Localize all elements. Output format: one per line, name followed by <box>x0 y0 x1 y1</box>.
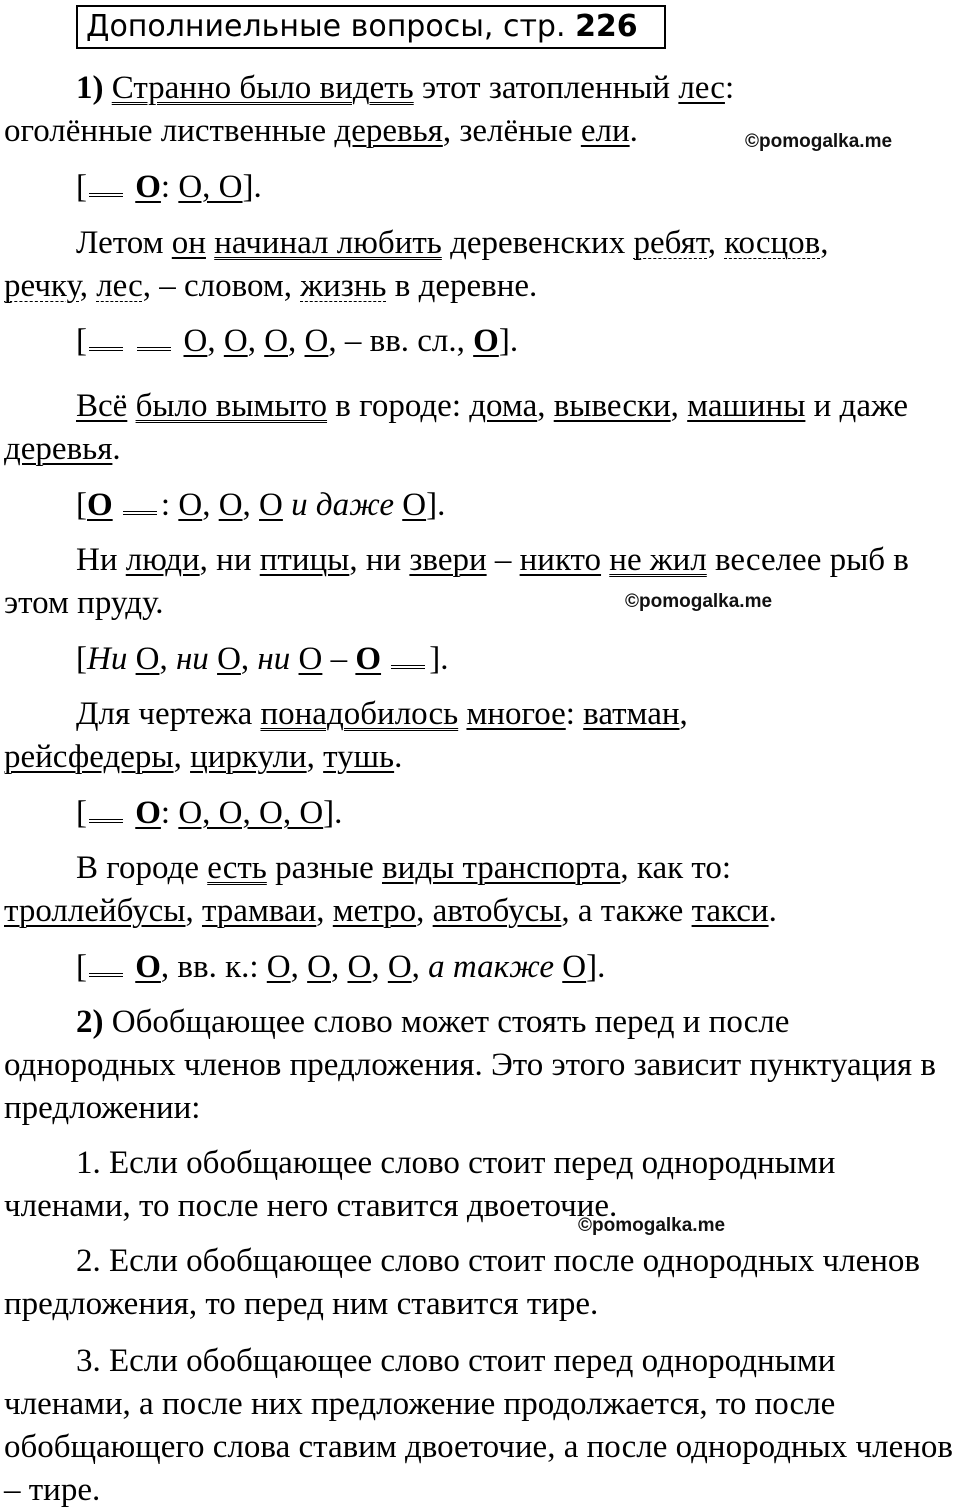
homogeneous-member: такси <box>691 893 769 929</box>
text: , вв. к.: <box>160 949 267 985</box>
predicate: Странно было видеть <box>111 70 414 106</box>
homogeneous-member: рейсфедеры <box>4 739 174 775</box>
predicate-mark <box>137 324 171 351</box>
generalizing-word: жизнь <box>300 268 387 304</box>
homogeneous-member: косцов <box>724 225 821 261</box>
predicate: есть <box>207 850 267 886</box>
subject: он <box>171 225 206 261</box>
homogeneous-mark: О <box>307 949 331 985</box>
homogeneous-member: лес <box>96 268 143 304</box>
homogeneous-member: ватман <box>583 696 680 732</box>
predicate-mark <box>89 950 123 977</box>
question-number: 1) <box>76 70 104 106</box>
generalizing-word-mark: О <box>135 795 161 831</box>
text: 1. Если обобщающее слово стоит перед однородными членами, то после него ставится двоеточие. <box>4 1145 836 1224</box>
homogeneous-mark: О <box>402 487 427 523</box>
predicate-mark <box>391 642 425 669</box>
conjunction: и даже <box>291 487 394 523</box>
text: Для чертежа <box>76 696 261 732</box>
generalizing-word-mark: О <box>473 323 499 359</box>
generalizing-word: виды транспорта <box>381 850 621 886</box>
text: разные <box>266 850 382 886</box>
homogeneous-member: метро <box>332 893 417 929</box>
homogeneous-mark: О <box>217 641 241 677</box>
predicate-mark <box>89 170 123 197</box>
watermark: ©pomogalka.me <box>745 131 893 152</box>
predicate: не жил <box>609 542 707 578</box>
homogeneous-member: тушь <box>323 739 395 775</box>
homogeneous-member: птицы <box>259 542 350 578</box>
homogeneous-mark: О <box>347 949 372 985</box>
generalizing-word-mark: О <box>87 487 113 523</box>
text: оголённые лиственные <box>4 113 335 149</box>
homogeneous-marks: О, О, О, О <box>178 795 324 831</box>
homogeneous-marks: О, О <box>178 169 243 205</box>
sentence-4 <box>4 539 956 625</box>
watermark: ©pomogalka.me <box>625 591 773 612</box>
text: в деревне. <box>386 268 538 304</box>
title-page-number: 226 <box>575 9 638 44</box>
text: , – вв. сл., <box>328 323 474 359</box>
predicate-mark <box>89 796 123 823</box>
text: . <box>112 431 121 467</box>
text: , зелёные <box>442 113 581 149</box>
text: веселее рыб в этом пруду. <box>4 542 909 621</box>
conjunction: а также <box>428 949 555 985</box>
homogeneous-mark: О <box>562 949 587 985</box>
homogeneous-mark: О <box>135 641 160 677</box>
text: деревенских <box>441 225 634 261</box>
text: , ни <box>349 542 410 578</box>
sentence-3: Всё было вымыто в городе: дома, вывески, машины и даже деревья. <box>4 388 908 467</box>
homogeneous-mark: О <box>178 487 203 523</box>
text: этот затопленный <box>413 70 679 106</box>
homogeneous-mark: О <box>387 949 412 985</box>
sentence-6: В городе есть разные виды транспорта, как то: троллейбусы, трамваи, метро, автобусы, а также такси. <box>4 850 777 929</box>
homogeneous-member: люди <box>125 542 200 578</box>
homogeneous-mark: О <box>218 487 243 523</box>
predicate: понадобилось <box>260 696 459 732</box>
homogeneous-member: деревья <box>334 113 443 149</box>
sentence-5: Для чертежа понадобилось многое: ватман, рейсфедеры, циркули, тушь. <box>4 696 688 775</box>
homogeneous-member: деревья <box>4 431 113 467</box>
homogeneous-member: троллейбусы <box>4 893 186 929</box>
scheme-4: [Ни О, ни О, ни О – О ]. <box>76 641 449 677</box>
homogeneous-member: ели <box>580 113 630 149</box>
homogeneous-member: вывески <box>553 388 671 424</box>
text: 3. Если обобщающее слово стоит перед однородными членами, а после них предложение продолжается, то после обобщающего слова ставим двоеточие, а после однородных членов – тире. <box>4 1343 953 1508</box>
subject: лес <box>678 70 725 106</box>
homogeneous-mark: О <box>266 949 291 985</box>
text: : <box>565 696 584 732</box>
predicate: было вымыто <box>135 388 328 424</box>
generalizing-word-mark: О <box>355 641 382 677</box>
homogeneous-member: циркули <box>190 739 307 775</box>
homogeneous-mark: О <box>304 323 329 359</box>
scheme-2: [ О, О, О, О, – вв. сл., О]. <box>76 323 519 359</box>
homogeneous-member: дома <box>469 388 538 424</box>
text: : <box>724 70 735 106</box>
conjunction: Ни <box>87 641 128 677</box>
homogeneous-member: машины <box>687 388 806 424</box>
homogeneous-member: звери <box>409 542 487 578</box>
watermark: ©pomogalka.me <box>578 1215 726 1236</box>
question-2-intro <box>4 1001 956 1130</box>
homogeneous-member: автобусы <box>432 893 562 929</box>
generalizing-word: многое <box>466 696 566 732</box>
homogeneous-mark: О <box>223 323 248 359</box>
title-text: Дополниельные вопросы, стр. <box>86 9 566 44</box>
text: – <box>486 542 520 578</box>
predicate-mark <box>123 488 157 515</box>
scheme-3: [О : О, О, О и даже О]. <box>76 487 446 523</box>
subject: Всё <box>76 388 128 424</box>
scheme-6: [ О, вв. к.: О, О, О, О, а также О]. <box>76 949 606 985</box>
homogeneous-member: речку <box>4 268 80 304</box>
rule-3 <box>4 1340 956 1512</box>
text: . <box>394 739 403 775</box>
sentence-2: Летом он начинал любить деревенских ребят, косцов, речку, лес, – словом, жизнь в деревне. <box>4 225 829 304</box>
text: Обобщающее слово может стоять перед и после однородных членов предложения. Это этого зависит пунктуация в предложении: <box>4 1004 936 1126</box>
homogeneous-mark: О <box>264 323 289 359</box>
predicate: начинал любить <box>214 225 442 261</box>
text: и даже <box>805 388 908 424</box>
text: , ни <box>199 542 260 578</box>
generalizing-word: никто <box>519 542 602 578</box>
question-number: 2) <box>76 1004 104 1040</box>
homogeneous-member: трамваи <box>201 893 317 929</box>
generalizing-word-mark: О <box>135 949 161 985</box>
page-title <box>76 5 666 49</box>
rule-1 <box>4 1142 956 1228</box>
subject-mark <box>89 324 123 351</box>
text: . <box>768 893 777 929</box>
homogeneous-member: ребят <box>633 225 708 261</box>
text: В городе <box>76 850 208 886</box>
text: , как то: <box>620 850 732 886</box>
text: Летом <box>76 225 164 261</box>
homogeneous-mark: О <box>183 323 208 359</box>
rule-2 <box>4 1240 956 1326</box>
text: . <box>629 113 638 149</box>
scheme-1: [ О: О, О]. <box>76 169 262 205</box>
homogeneous-mark: О <box>298 641 323 677</box>
text: в городе: <box>327 388 470 424</box>
homogeneous-mark: О <box>259 487 283 523</box>
text: 2. Если обобщающее слово стоит после однородных членов предложения, то перед ним ставится тире. <box>4 1243 920 1322</box>
text: , а также <box>561 893 692 929</box>
text: Ни <box>76 542 126 578</box>
generalizing-word-mark: О <box>135 169 161 205</box>
text: , – словом, <box>142 268 301 304</box>
scheme-5: [ О: О, О, О, О]. <box>76 795 343 831</box>
